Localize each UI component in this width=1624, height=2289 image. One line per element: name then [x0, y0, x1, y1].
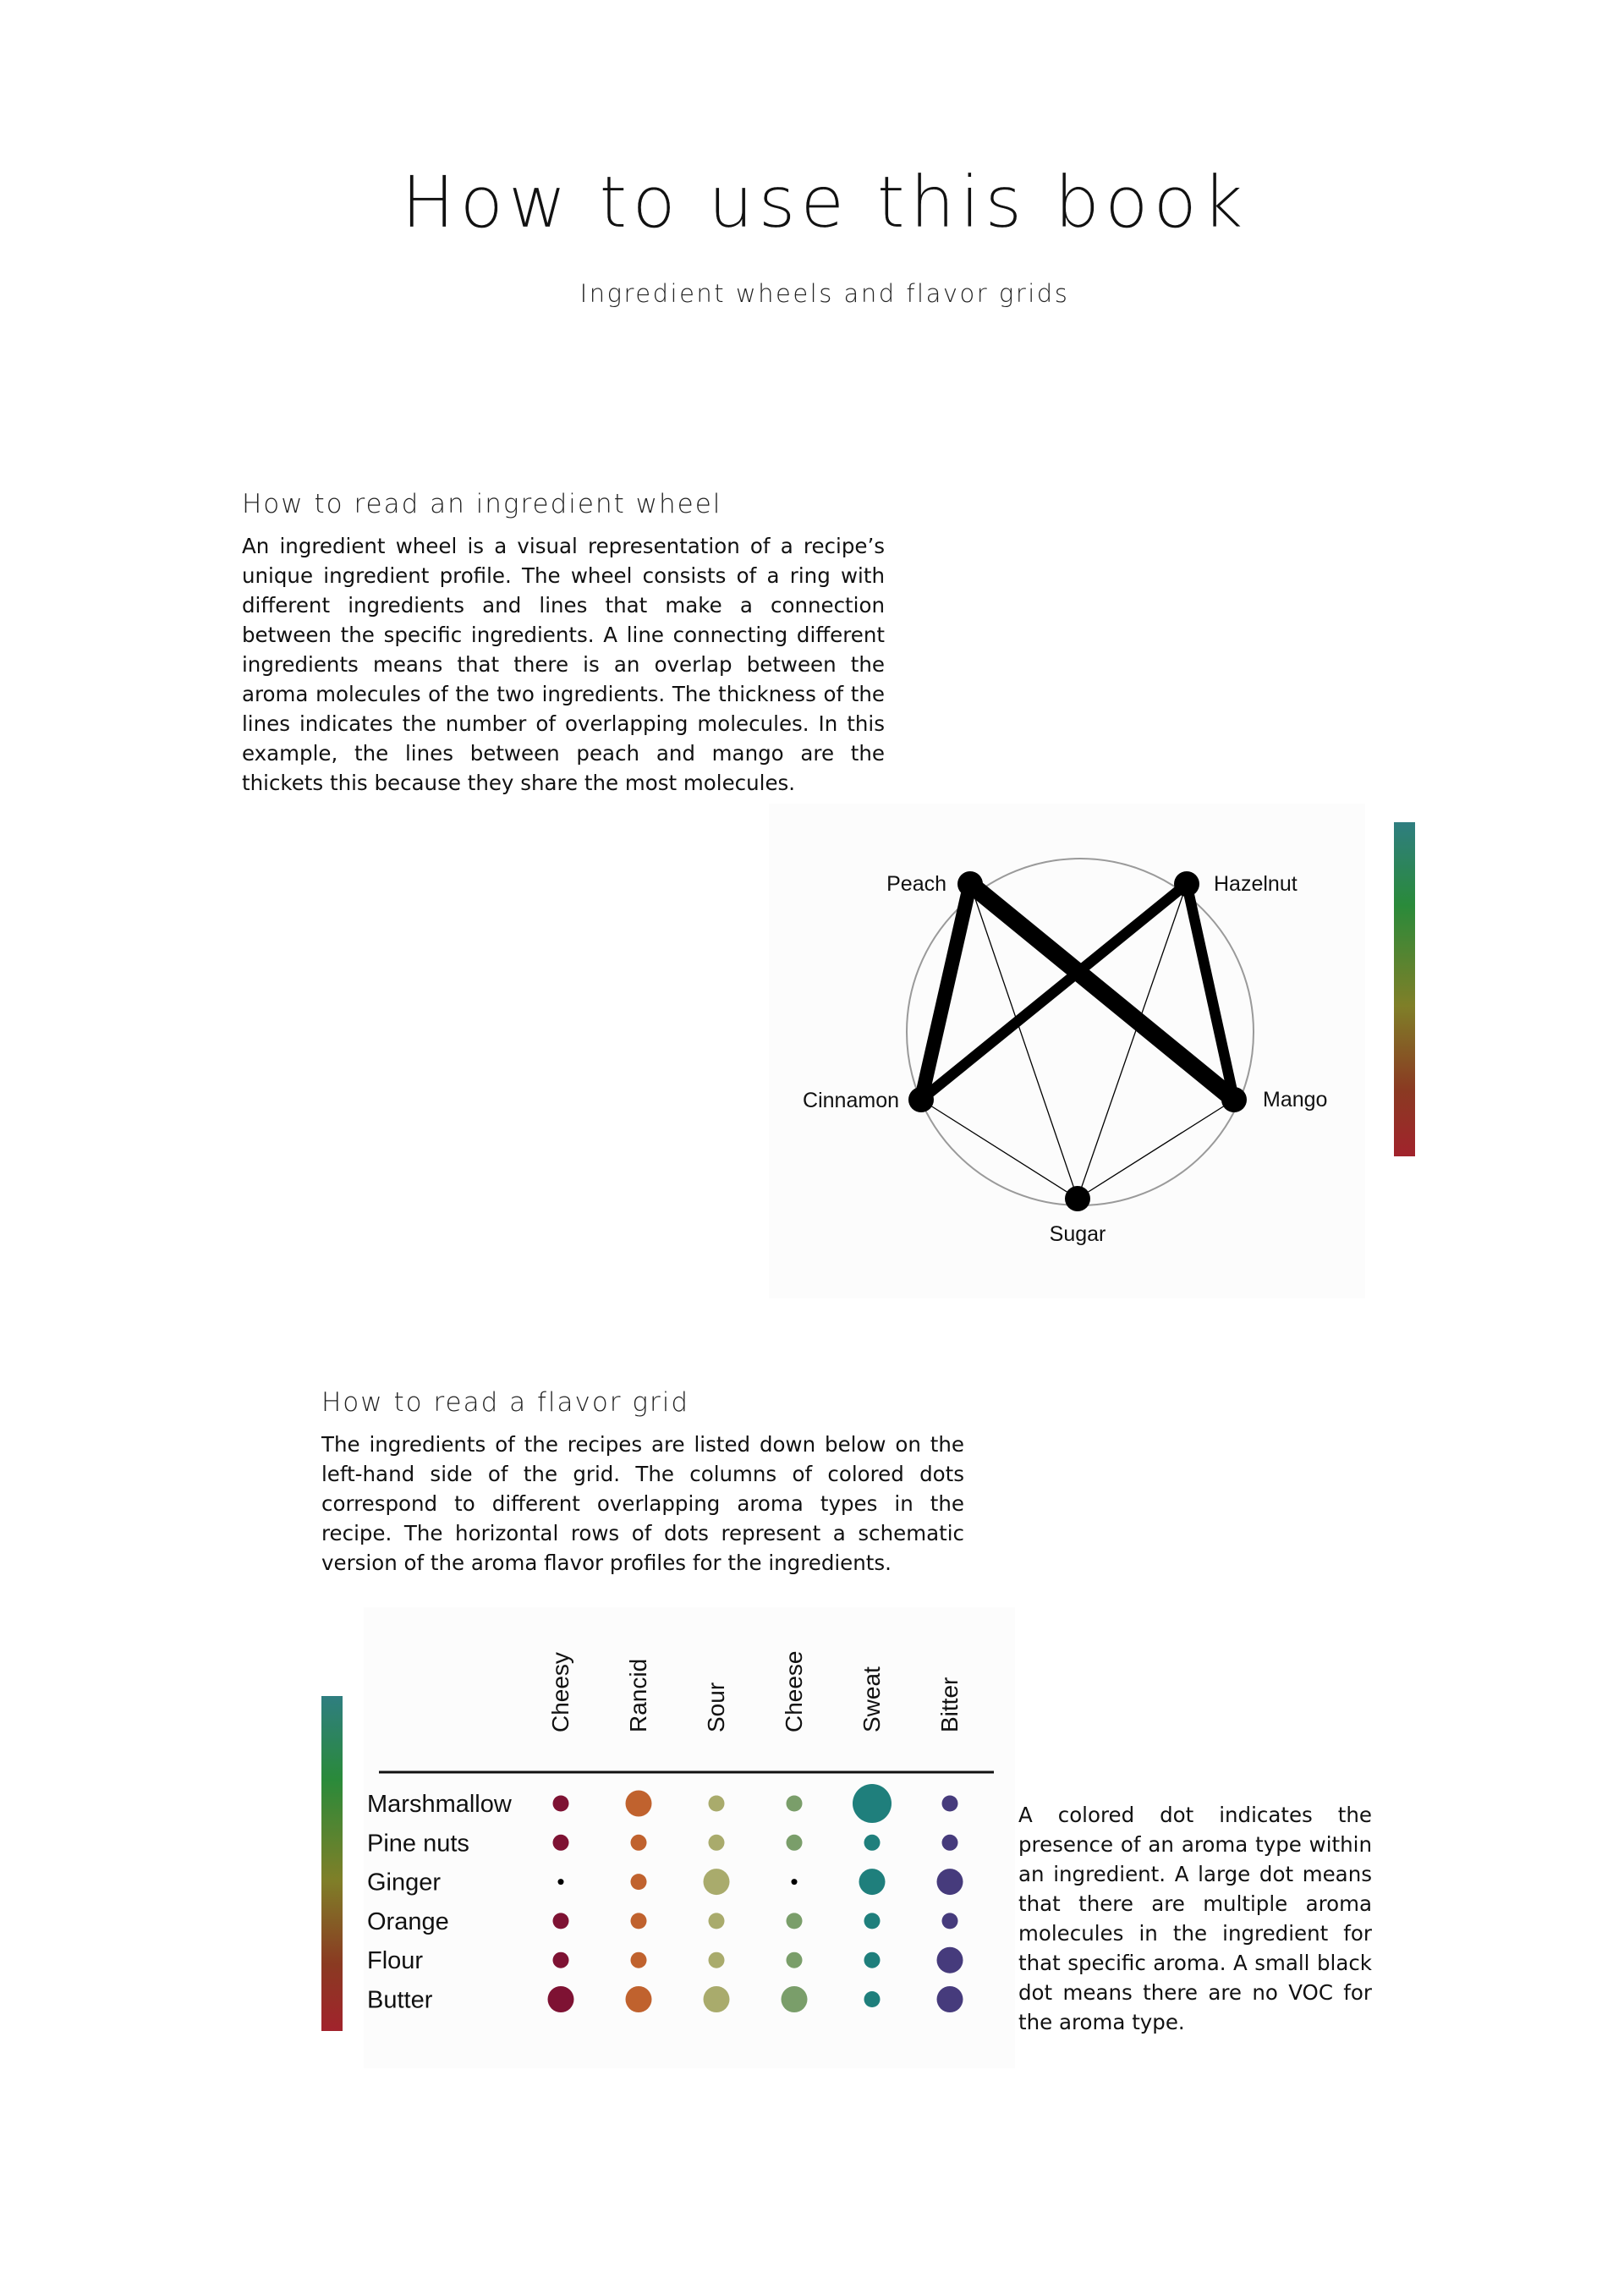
- wheel-edges: [921, 884, 1234, 1199]
- grid-dot-pine-nuts-cheese: [787, 1835, 803, 1851]
- wheel-edge-cinnamon-sugar: [921, 1100, 1078, 1199]
- grid-dot-pine-nuts-sweat: [864, 1835, 881, 1851]
- wheel-nodes: [803, 871, 1327, 1246]
- grid-column-label-cheesy: Cheesy: [547, 1652, 573, 1732]
- wheel-edge-mango-sugar: [1078, 1100, 1234, 1199]
- grid-dot-pine-nuts-sour: [709, 1835, 725, 1851]
- grid-dots: [548, 1784, 963, 2012]
- grid-dot-marshmallow-sweat: [853, 1784, 892, 1823]
- grid-dot-butter-cheese: [782, 1986, 808, 2012]
- grid-dot-marshmallow-rancid: [626, 1791, 652, 1817]
- grid-dot-marshmallow-cheesy: [553, 1796, 569, 1812]
- grid-dot-ginger-rancid: [631, 1874, 647, 1890]
- wheel-section-body: An ingredient wheel is a visual representation of a recipe’s unique ingredient profile. The wheel consists of a ring with different ingredients and lines that make a connection between the specific ingredients. A line connecting different ingredients means that there is an overlap between the aroma molecules of the two ingredients. The thickness of the lines indicates the number of overlapping molecules. In this example, the lines between peach and mango are the thickets this because they share the most molecules.: [242, 534, 885, 795]
- flavor-grid: [364, 1607, 1015, 2068]
- grid-column-label-sweat: Sweat: [859, 1666, 885, 1732]
- grid-dot-pine-nuts-bitter: [942, 1835, 958, 1851]
- grid-row-labels: [367, 1791, 513, 2014]
- grid-dot-orange-rancid: [631, 1913, 647, 1929]
- grid-dot-pine-nuts-cheesy: [553, 1835, 569, 1851]
- grid-dot-flour-bitter: [937, 1947, 963, 1973]
- grid-dot-orange-sweat: [864, 1913, 881, 1929]
- grid-dot-ginger-sweat: [859, 1869, 886, 1895]
- grid-dot-ginger-cheesy: [558, 1879, 564, 1885]
- wheel-node-cinnamon: [908, 1087, 934, 1112]
- grid-dot-pine-nuts-rancid: [631, 1835, 647, 1851]
- ingredient-wheel: [769, 804, 1365, 1298]
- color-scale-bar-grid: [321, 1696, 343, 2031]
- wheel-node-label-peach: Peach: [886, 872, 946, 896]
- grid-dot-flour-cheesy: [553, 1952, 569, 1968]
- grid-section-body: The ingredients of the recipes are listed down below on the left-hand side of the grid. The columns of colored dots correspond to different overlapping aroma types in the recipe. The horizontal rows of dots represent a schematic version of the aroma flavor profiles for the ingredients.: [321, 1432, 964, 1575]
- wheel-node-label-hazelnut: Hazelnut: [1214, 872, 1298, 896]
- grid-column-headers: [547, 1650, 963, 1732]
- grid-dot-orange-cheese: [787, 1913, 803, 1929]
- grid-dot-flour-cheese: [787, 1952, 803, 1968]
- grid-row-label-marshmallow: Marshmallow: [367, 1791, 512, 1818]
- grid-dot-ginger-sour: [704, 1869, 730, 1895]
- wheel-node-label-mango: Mango: [1263, 1088, 1328, 1112]
- page-subtitle: Ingredient wheels and flavor grids: [579, 279, 1070, 308]
- grid-side-note: A colored dot indicates the presence of an aroma type within an ingredient. A large dot means that there are multiple aroma molecules in the ingredient for that specific aroma. A small black dot means there are no VOC for the aroma type.: [1018, 1803, 1372, 2034]
- wheel-node-hazelnut: [1174, 871, 1199, 897]
- grid-dot-marshmallow-bitter: [942, 1796, 958, 1812]
- grid-dot-orange-sour: [709, 1913, 725, 1929]
- grid-row-label-flour: Flour: [367, 1947, 424, 1975]
- grid-dot-flour-rancid: [631, 1952, 647, 1968]
- grid-row-label-ginger: Ginger: [367, 1869, 442, 1897]
- grid-dot-flour-sweat: [864, 1952, 881, 1968]
- grid-dot-marshmallow-sour: [709, 1796, 725, 1812]
- grid-dot-butter-bitter: [937, 1986, 963, 2012]
- ingredient-wheel-svg: [769, 804, 1365, 1298]
- grid-column-label-cheese: Cheese: [781, 1650, 807, 1732]
- grid-dot-ginger-cheese: [792, 1879, 798, 1885]
- wheel-node-peach: [957, 871, 983, 897]
- grid-dot-ginger-bitter: [937, 1869, 963, 1895]
- grid-column-label-rancid: Rancid: [625, 1658, 651, 1732]
- grid-dot-butter-cheesy: [548, 1986, 574, 2012]
- grid-dot-orange-cheesy: [553, 1913, 569, 1929]
- grid-column-label-sour: Sour: [703, 1682, 729, 1732]
- wheel-node-sugar: [1065, 1186, 1090, 1211]
- page-title: How to use this book: [401, 161, 1248, 244]
- flavor-grid-svg: [364, 1607, 1015, 2068]
- grid-dot-butter-sweat: [864, 1991, 881, 2007]
- grid-row-label-butter: Butter: [367, 1986, 433, 2014]
- grid-row-label-pine-nuts: Pine nuts: [367, 1830, 469, 1858]
- wheel-node-label-cinnamon: Cinnamon: [803, 1089, 899, 1112]
- grid-dot-marshmallow-cheese: [787, 1796, 803, 1812]
- grid-row-label-orange: Orange: [367, 1908, 449, 1935]
- grid-dot-butter-rancid: [626, 1986, 652, 2012]
- wheel-node-mango: [1221, 1087, 1247, 1112]
- grid-dot-flour-sour: [709, 1952, 725, 1968]
- wheel-section-heading: How to read an ingredient wheel: [242, 489, 722, 519]
- wheel-node-label-sugar: Sugar: [1049, 1222, 1106, 1246]
- grid-column-label-bitter: Bitter: [936, 1677, 963, 1732]
- grid-dot-orange-bitter: [942, 1913, 958, 1929]
- grid-section-heading: How to read a flavor grid: [321, 1387, 690, 1418]
- color-scale-bar-wheel: [1394, 822, 1415, 1156]
- grid-dot-butter-sour: [704, 1986, 730, 2012]
